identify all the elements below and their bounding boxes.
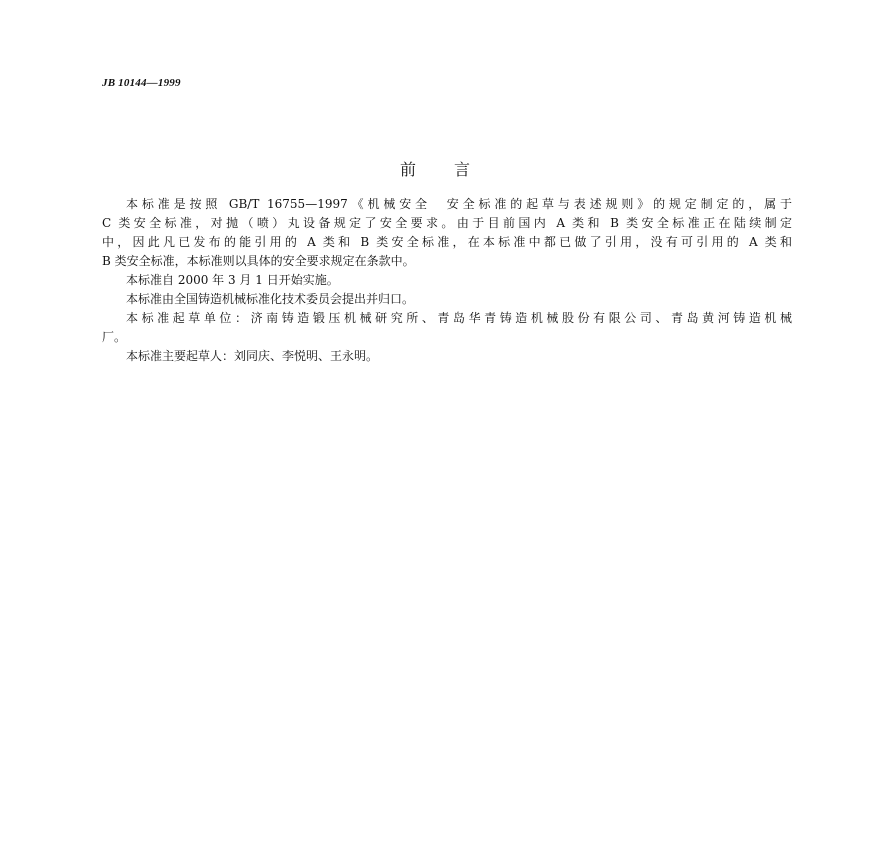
paragraph-line: C 类安全标准，对抛（喷）丸设备规定了安全要求。由于目前国内 A 类和 B 类安全标准正在陆续制定 (102, 216, 792, 230)
paragraph-line: 中，因此凡已发布的能引用的 A 类和 B 类安全标准，在本标准中都已做了引用，没有可引用的 A 类和 (102, 235, 792, 249)
paragraph-line: 本标准主要起草人：刘同庆、李悦明、王永明。 (126, 349, 379, 363)
paragraph-line: 本标准自 2000 年 3 月 1 日开始实施。 (126, 273, 339, 287)
paragraph-line: B 类安全标准，本标准则以具体的安全要求规定在条款中。 (102, 254, 415, 268)
heading-char-1: 前 (399, 160, 416, 179)
paragraph-line: 本标准是按照 GB/T 16755—1997《机械安全 安全标准的起草与表述规则》的规定制定的，属于 (126, 197, 792, 211)
paragraph-line: 厂。 (102, 330, 127, 344)
paragraph-line: 本标准由全国铸造机械标准化技术委员会提出并归口。 (126, 292, 415, 306)
paragraph-line: 本标准起草单位：济南铸造锻压机械研究所、青岛华青铸造机械股份有限公司、青岛黄河铸造机械 (126, 311, 792, 325)
foreword-body (102, 195, 792, 366)
standard-number: JB 10144—1999 (102, 77, 181, 89)
foreword-heading (0, 157, 870, 180)
heading-char-2: 言 (454, 160, 471, 179)
